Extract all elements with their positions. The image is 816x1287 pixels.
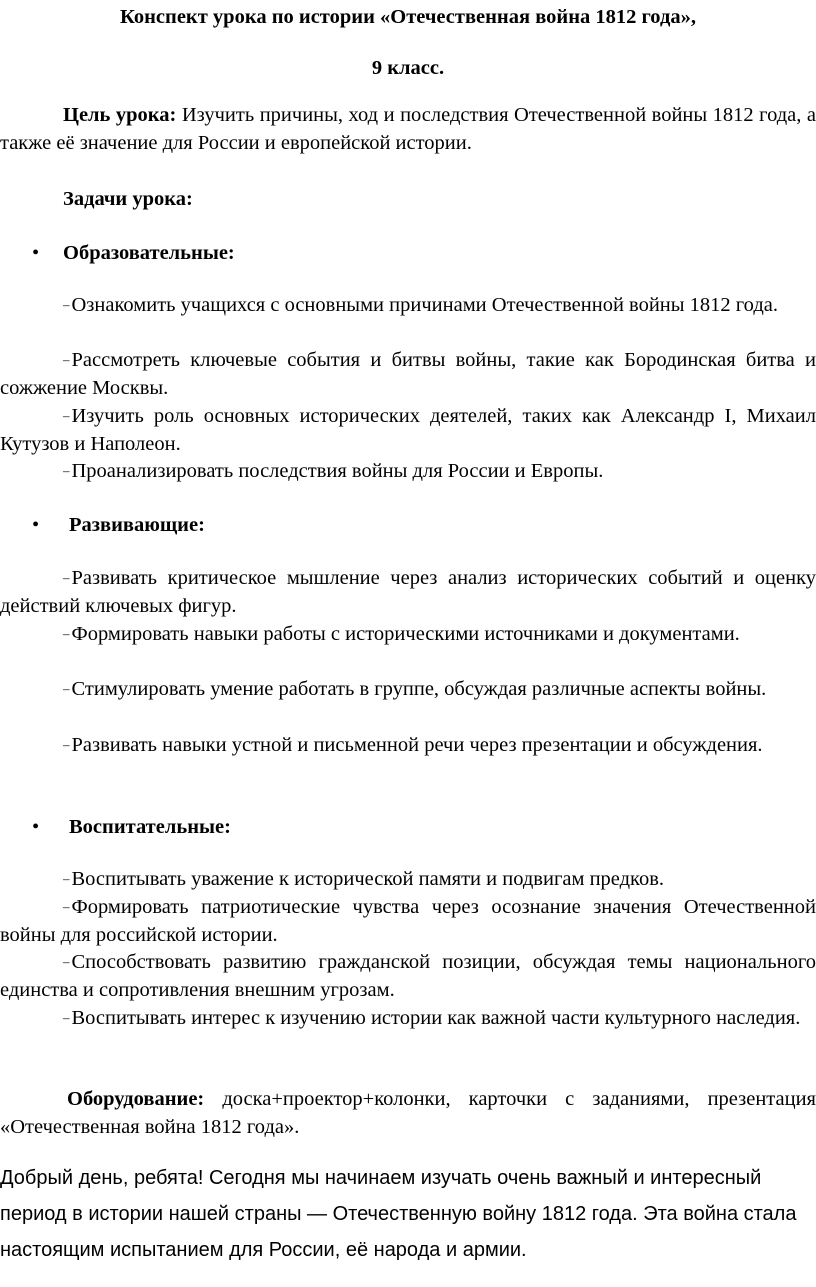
document-subtitle: 9 класс. xyxy=(371,57,445,79)
lesson-goal-label: Цель урока: xyxy=(63,104,177,126)
lesson-goal-text: Изучить причины, ход и последствия Отечественной войны 1812 года, а также её значение для России и европейской истории. xyxy=(0,104,816,154)
dash-icon: – xyxy=(63,737,70,752)
tasks-heading: Задачи урока: xyxy=(63,188,193,210)
equipment-text: доска+проектор+колонки, карточки с заданиями, презентация «Отечественная война 1812 года». xyxy=(0,1088,816,1138)
document-page: Конспект урока по истории «Отечественная война 1812 года», 9 класс. Цель урока: Изучить причины, ход и последствия Отечественной войны 1812 года, а также её значение для России и европейской истории. Задачи урока: • Образовательные: –Ознакомить учащихся с основными причинами Отечественной войны 1812 года. –Рассмотреть ключевые события и битвы войны, такие как Бородинская битва и сожжение Москвы. –Изучить роль основных исторических деятелей, таких как Александр I, Михаил Кутузов и Наполеон. –Проанализировать последствия войны для России и Европы. • Развивающие: –Развивать критическое мышление через анализ исторических событий и оценку действий ключевых фигур. –Формировать навыки работы с историческими источниками и документами. –Стимулировать умение работать в группе, обсуждая различные аспекты войны. –Развивать навыки устной и письменной речи через презентации и обсуждения. • Воспитательные: –Воспитывать уважение к исторической памяти и подвигам предков. –Формировать патриотические чувства через осознание значения Отечественной войны для российской истории. –Способствовать развитию гражданской позиции, обсуждая темы национального единства и сопротивления внешним угрозам. –Воспитывать интерес к изучению истории как важной части культурного наследия. Оборудование: доска+проектор+колонки, карточки с заданиями, презентация «Отечественная война 1812 года». Добрый день, ребята! Сегодня мы начинаем изучать очень важный и интересный период в истории нашей страны — Отечественную войну 1812 года. Эта война стала настоящим испытанием для России, её народа и армии. xyxy=(0,0,816,1287)
list-item: –Развивать навыки устной и письменной речи через презентации и обсуждения. xyxy=(63,734,763,756)
bullet-icon: • xyxy=(32,816,40,838)
list-item: –Изучить роль основных исторических деятелей, таких как Александр I, Михаил Кутузов и Наполеон. xyxy=(0,405,816,455)
list-item: –Ознакомить учащихся с основными причинами Отечественной войны 1812 года. xyxy=(63,294,778,316)
list-item: –Проанализировать последствия войны для России и Европы. xyxy=(63,460,604,482)
dash-icon: – xyxy=(63,1010,70,1025)
list-item: –Воспитывать интерес к изучению истории как важной части культурного наследия. xyxy=(63,1007,801,1029)
list-item: –Стимулировать умение работать в группе, обсуждая различные аспекты войны. xyxy=(63,678,767,700)
dash-icon: – xyxy=(63,626,70,641)
lesson-goal xyxy=(0,102,816,157)
dash-icon: – xyxy=(63,352,70,367)
equipment xyxy=(0,1086,816,1141)
list-item: –Способствовать развитию гражданской позиции, обсуждая темы национального единства и сопротивления внешним угрозам. xyxy=(0,951,816,1001)
list-item: –Развивать критическое мышление через анализ исторических событий и оценку действий ключевых фигур. xyxy=(0,567,816,617)
bullet-icon: • xyxy=(32,514,40,536)
dash-icon: – xyxy=(63,871,70,886)
document-title: Конспект урока по истории «Отечественная война 1812 года», xyxy=(120,6,696,28)
intro-paragraph: Добрый день, ребята! Сегодня мы начинаем изучать очень важный и интересный период в истории нашей страны — Отечественную войну 1812 года. Эта война стала настоящим испытанием для России, её народа и армии. xyxy=(0,1167,797,1261)
dash-icon: – xyxy=(63,681,70,696)
dash-icon: – xyxy=(63,954,70,969)
dash-icon: – xyxy=(63,297,70,312)
dash-icon: – xyxy=(63,408,70,423)
bullet-icon: • xyxy=(32,242,40,264)
equipment-label: Оборудование: xyxy=(67,1088,205,1110)
dash-icon: – xyxy=(63,570,70,585)
list-item: –Воспитывать уважение к исторической памяти и подвигам предков. xyxy=(63,868,665,890)
dash-icon: – xyxy=(63,899,70,914)
list-item: –Формировать навыки работы с историческими источниками и документами. xyxy=(63,623,740,645)
dash-icon: – xyxy=(63,463,70,478)
list-item: –Формировать патриотические чувства через осознание значения Отечественной войны для российской истории. xyxy=(0,896,816,946)
list-item: –Рассмотреть ключевые события и битвы войны, такие как Бородинская битва и сожжение Москвы. xyxy=(0,349,816,399)
